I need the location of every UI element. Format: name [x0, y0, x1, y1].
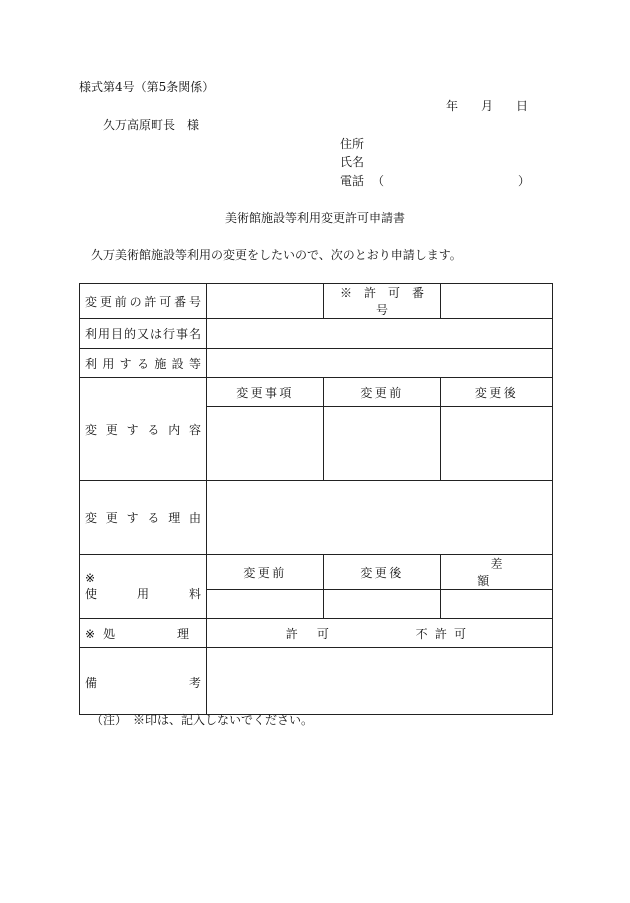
remarks-label: 備考 — [80, 648, 207, 715]
before-header: 変更前 — [324, 378, 441, 407]
change-content-label: 変更する内容 — [80, 378, 207, 481]
processing-field — [207, 619, 553, 648]
addressee: 久万高原町長 様 — [103, 118, 200, 132]
phone-open-paren: （ — [372, 174, 385, 188]
note-text: （注） ※印は、記入しないでください。 — [91, 713, 314, 727]
phone-close-paren: ） — [518, 174, 531, 188]
fee-mark: ※ — [85, 571, 96, 585]
form-title: 美術館施設等利用変更許可申請書 — [224, 211, 405, 225]
change-reason-field[interactable] — [207, 481, 553, 555]
date-day-label: 日 — [516, 99, 529, 113]
permit-option[interactable]: 許可 — [285, 626, 349, 641]
after-header: 変更後 — [441, 378, 553, 407]
fee-after-header: 変更後 — [324, 555, 441, 590]
change-item-field[interactable] — [207, 407, 324, 481]
purpose-label: 利用目的又は行事名 — [80, 319, 207, 349]
date-year-label: 年 — [446, 99, 459, 113]
processing-mark: ※ — [85, 626, 96, 641]
change-reason-label: 変更する理由 — [80, 481, 207, 555]
date-month-label: 月 — [481, 99, 494, 113]
fee-after-field[interactable] — [324, 590, 441, 619]
before-field[interactable] — [324, 407, 441, 481]
address-label: 住所 — [340, 137, 365, 151]
fee-label-cell — [80, 555, 207, 619]
difference-field[interactable] — [441, 590, 553, 619]
remarks-field[interactable] — [207, 648, 553, 715]
processing-label-cell — [80, 619, 207, 648]
change-item-header: 変更事項 — [207, 378, 324, 407]
intro-text: 久万美術館施設等利用の変更をしたいので、次のとおり申請します。 — [91, 248, 462, 262]
form-number: 様式第4号（第5条関係） — [79, 80, 215, 94]
permit-number-field[interactable] — [441, 284, 553, 319]
permit-number-label: ※ 許 可 番 号 — [324, 284, 441, 319]
facility-field[interactable] — [207, 349, 553, 378]
fee-before-field[interactable] — [207, 590, 324, 619]
permit-number-before-field[interactable] — [207, 284, 324, 319]
processing-label: 処理 — [103, 626, 190, 641]
purpose-field[interactable] — [207, 319, 553, 349]
phone-label: 電話 — [340, 174, 365, 188]
name-label: 氏名 — [340, 155, 365, 169]
difference-header: 差額 — [441, 555, 553, 590]
fee-label: 使用料 — [85, 587, 201, 601]
fee-before-header: 変更前 — [207, 555, 324, 590]
permit-number-before-label: 変更前の許可番号 — [80, 284, 207, 319]
after-field[interactable] — [441, 407, 553, 481]
application-table — [79, 283, 553, 715]
facility-label: 利用する施設等 — [80, 349, 207, 378]
not-permit-option[interactable]: 不許可 — [415, 626, 474, 641]
